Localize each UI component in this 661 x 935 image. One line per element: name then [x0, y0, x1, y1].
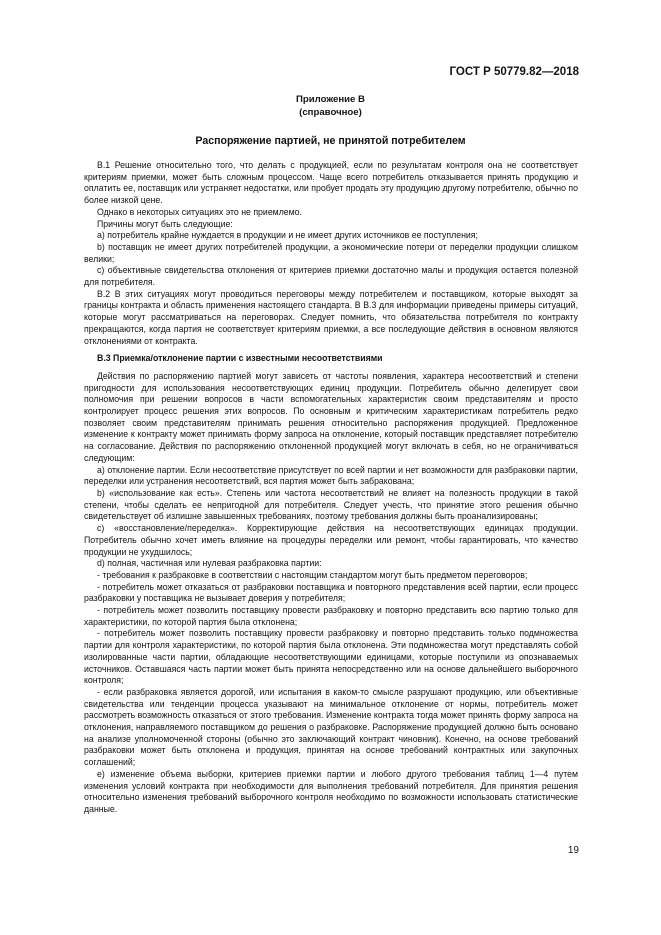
standard-code: ГОСТ Р 50779.82—2018	[449, 66, 579, 78]
list-item-e: е) изменение объема выборки, критериев приемки партии и любого другого требования таблиц 1—4 путем изменения условий контракта при необходимости для выполнения требований потребителя. Для принятия решения относительно изменения требований выборочного контроля необходимо по возможности использовать статистические данные.	[84, 768, 578, 814]
dash-item: - потребитель может позволить поставщику провести разбраковку и повторно представить только подмножества партии для контроля характеристики, по которой партия была отклонена. Эти подмножества могут представлять собой изолированные части партии, обладающие несоответствующими единицами, которые поступили из опознаваемых источников. Оставшаяся часть партии может быть принята непосредственно или на основе дальнейшего выборочного контроля;	[84, 628, 578, 686]
dash-item: - потребитель может позволить поставщику провести разбраковку и повторно представить всю партию только для характеристики, по которой партия была отклонена;	[84, 605, 578, 627]
list-item-a: а) отклонение партии. Если несоответствие присутствует по всей партии и нет возможности для разбраковки партии, переделки или устранения несоответствий, вся партия может быть забракована;	[84, 464, 578, 487]
annex-heading: Распоряжение партией, не принятой потребителем	[195, 135, 466, 147]
dash-item: - потребитель может отказаться от разбраковки поставщика и повторного представления всей партии, если процесс разбраковки у поставщика не вызывает доверия у потребителя;	[84, 581, 578, 604]
list-item-a: а) потребитель крайне нуждается в продукции и не имеет других источников ее поступления;	[97, 230, 478, 241]
paragraph: Однако в некоторых ситуациях это не приемлемо.	[97, 206, 302, 217]
dash-item: - если разбраковка является дорогой, или испытания в каком-то смысле разрушают продукцию, или объективные свидетельства или тенденции процесса указывают на минимальное отклонение от нормы, потребитель может рассмотреть возможность отказаться от этого требования. Изменение контракта тогда может принять форму запроса на отклонения, направляемого поставщиком до решения о разбраковке. Распоряжение продукцией должно быть основано на анализе уполномоченной стороны (обычно это заключающий контракт чиновник). Конечно, на основе требований разбраковки может быть отклонена и продукция, принятая на основе требований контрактных или закупочных соглашений;	[84, 686, 578, 768]
annex-type: (справочное)	[299, 107, 362, 118]
paragraph-b1: В.1 Решение относительно того, что делать с продукцией, если по результатам контроля она не соответствует критериям приемки, может быть сложным процессом. Чаще всего потребитель отказывается принять продукцию и оплатить ее, поставщик или устраняет недостатки, или пробует продать эту продукцию другому потребителю, обычно по более низкой цене.	[84, 160, 579, 206]
annex-title: Приложение В	[296, 94, 365, 105]
dash-item: - требования к разбраковке в соответствии с настоящим стандартом могут быть предметом переговоров;	[97, 569, 528, 580]
paragraph-b2: В.2 В этих ситуациях могут проводиться переговоры между потребителем и поставщиком, которые выходят за границы контракта и область применения настоящего стандарта. В В.3 для информации приведены примеры ситуаций, которые могут рассматриваться на переговорах. Следует помнить, что обязательства потребителя по контракту прекращаются, когда партия не соответствует критериям приемки, а все последующие действия в основном являются отклонениями от контракта.	[84, 288, 578, 346]
paragraph: Причины могут быть следующие:	[97, 218, 233, 229]
page-number: 19	[567, 845, 579, 856]
list-item-c: с) «восстановление/переделка». Корректирующие действия на несоответствующих единицах продукции. Потребитель обычно хочет иметь влияние на процедуры переделки или ремонт, чтобы гарантировать, что качество продукции не ухудшилось;	[84, 523, 578, 557]
list-item-c: с) объективные свидетельства отклонения от критериев приемки достаточно малы и продукция остается полезной для потребителя.	[84, 265, 578, 288]
paragraph-b3-intro: Действия по распоряжению партией могут зависеть от частоты появления, характера несоответствий и степени пригодности для использования несоответствующих единиц продукции. Потребитель обычно делегирует свои полномочия при решении вопросов в части вспомогательных характеристик своим представителям и просто контролирует процесс решения этих вопросов. По основным и критическим характеристикам потребитель редко позволяет своим представителям принимать решения относительно распоряжения продукцией. Предложенное изменение к контракту может принимать форму запроса на отклонение, который поставщик представляет потребителю на согласование. Действия по распоряжению отклоненной продукцией могут включать в себя, но не ограничиваться следующим:	[84, 370, 578, 463]
body-text	[84, 160, 578, 816]
section-b3-title: В.3 Приемка/отклонение партии с известными несоответствиями	[97, 353, 383, 364]
list-item-b: b) поставщик не имеет других потребителей продукции, а экономические потери от переделки продукции слишком велики;	[84, 241, 578, 264]
list-item-b: b) «использование как есть». Степень или частота несоответствий не влияет на полезность продукции в такой степени, чтобы сделать ее непригодной для потребителя. Следует учесть, что принятие этого решения обычно свидетельствует об излишне завышенных требованиях, поэтому требования должны быть проанализированы;	[84, 487, 578, 522]
list-item-d: d) полная, частичная или нулевая разбраковка партии:	[97, 558, 322, 569]
